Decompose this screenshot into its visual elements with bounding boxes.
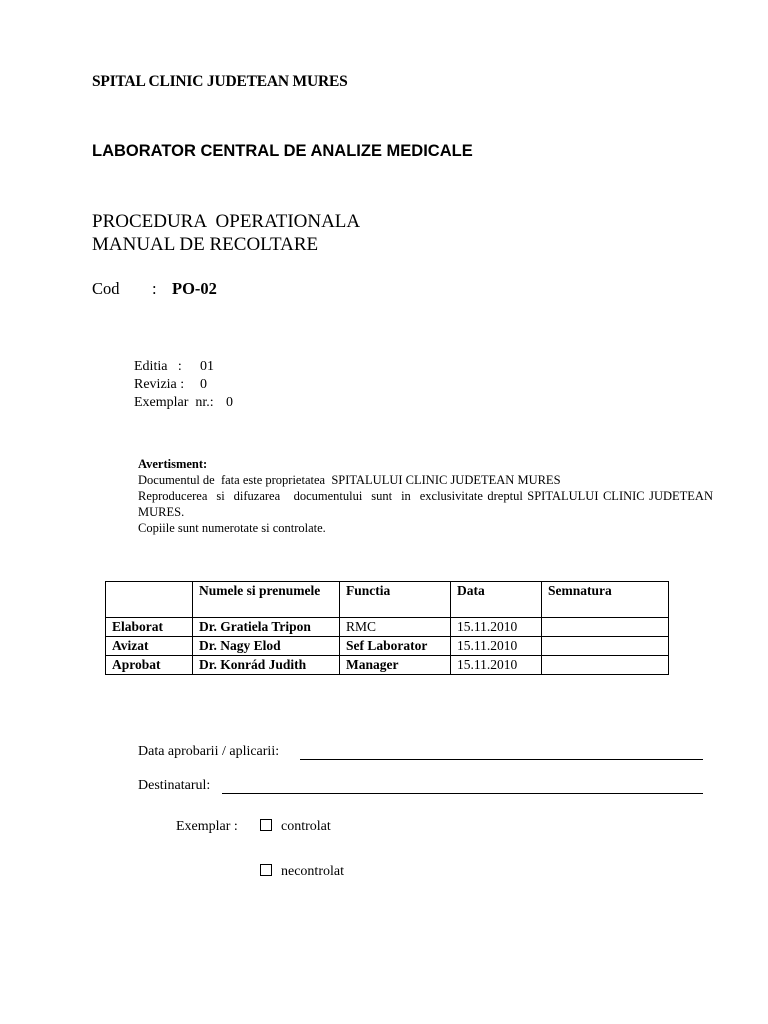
exemplar-options bbox=[176, 819, 331, 835]
signature-cell[interactable] bbox=[542, 618, 669, 637]
table-row bbox=[106, 618, 669, 637]
code-label: Cod bbox=[92, 279, 120, 298]
revizia-label: Revizia : bbox=[134, 377, 185, 392]
document-code bbox=[92, 279, 217, 299]
uncontrolled-option bbox=[260, 864, 344, 880]
table-row bbox=[106, 656, 669, 675]
role-cell: Elaborat bbox=[106, 618, 193, 637]
exemplar-nr-label: Exemplar nr.: bbox=[134, 395, 214, 410]
warning-block bbox=[138, 456, 717, 536]
warning-line2: Reproducerea si difuzarea documentului sunt in exclusivitate dreptul SPITALULUI CLINIC JUDETEAN MURES. bbox=[138, 489, 717, 519]
warning-line3: Copiile sunt numerotate si controlate. bbox=[138, 521, 326, 535]
recipient-label: Destinatarul: bbox=[138, 778, 211, 793]
editia-label: Editia : bbox=[134, 359, 182, 374]
controlled-checkbox[interactable] bbox=[260, 819, 272, 831]
function-cell: Sef Laborator bbox=[340, 637, 451, 656]
function-cell: RMC bbox=[340, 618, 451, 637]
role-cell: Avizat bbox=[106, 637, 193, 656]
approval-date-field bbox=[138, 744, 279, 760]
role-cell: Aprobat bbox=[106, 656, 193, 675]
signature-cell[interactable] bbox=[542, 637, 669, 656]
hospital-name: SPITAL CLINIC JUDETEAN MURES bbox=[92, 73, 348, 90]
table-header-cell bbox=[106, 582, 193, 618]
approval-date-label: Data aprobarii / aplicarii: bbox=[138, 744, 280, 759]
procedure-title-line2: MANUAL DE RECOLTARE bbox=[92, 234, 319, 255]
name-cell: Dr. Gratiela Tripon bbox=[193, 618, 340, 637]
uncontrolled-label: necontrolat bbox=[281, 864, 344, 879]
uncontrolled-checkbox[interactable] bbox=[260, 864, 272, 876]
name-cell: Dr. Nagy Elod bbox=[193, 637, 340, 656]
signature-cell[interactable] bbox=[542, 656, 669, 675]
exemplar-label: Exemplar : bbox=[176, 819, 238, 834]
table-header-row bbox=[106, 582, 669, 618]
laboratory-name: LABORATOR CENTRAL DE ANALIZE MEDICALE bbox=[92, 142, 473, 160]
warning-title: Avertisment: bbox=[138, 457, 208, 471]
procedure-title bbox=[92, 210, 360, 256]
date-cell: 15.11.2010 bbox=[451, 637, 542, 656]
table-row bbox=[106, 637, 669, 656]
recipient-line[interactable] bbox=[222, 793, 703, 794]
approval-date-line[interactable] bbox=[300, 759, 703, 760]
warning-line1: Documentul de fata este proprietatea SPITALULUI CLINIC JUDETEAN MURES bbox=[138, 473, 561, 487]
code-value: PO-02 bbox=[172, 279, 217, 298]
exemplar-nr-value: 0 bbox=[226, 395, 233, 410]
document-meta bbox=[134, 358, 233, 412]
date-cell: 15.11.2010 bbox=[451, 618, 542, 637]
name-cell: Dr. Konrád Judith bbox=[193, 656, 340, 675]
signature-table bbox=[105, 581, 669, 675]
controlled-label: controlat bbox=[281, 819, 331, 834]
revizia-value: 0 bbox=[200, 377, 207, 392]
recipient-field bbox=[138, 778, 210, 794]
code-separator: : bbox=[152, 279, 157, 298]
procedure-title-line1: PROCEDURA OPERATIONALA bbox=[92, 211, 361, 232]
function-cell: Manager bbox=[340, 656, 451, 675]
table-header-cell: Semnatura bbox=[542, 582, 669, 618]
table-header-cell: Functia bbox=[340, 582, 451, 618]
table-header-cell: Numele si prenumele bbox=[193, 582, 340, 618]
editia-value: 01 bbox=[200, 359, 214, 374]
date-cell: 15.11.2010 bbox=[451, 656, 542, 675]
table-header-cell: Data bbox=[451, 582, 542, 618]
